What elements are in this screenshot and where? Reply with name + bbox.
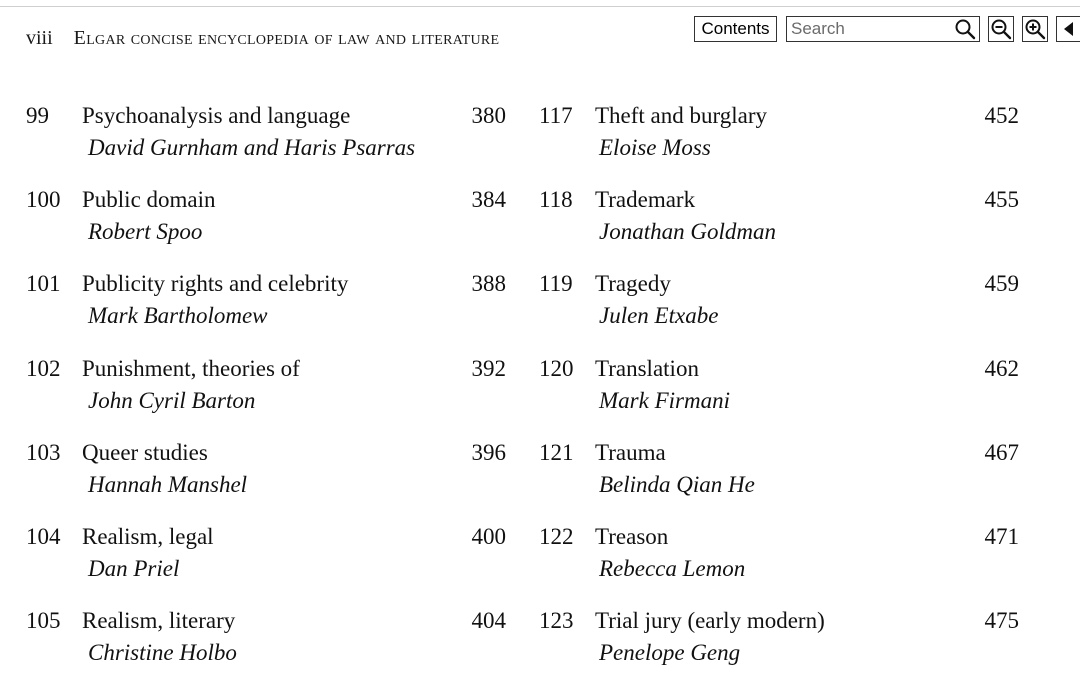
entry-title: Psychoanalysis and language <box>82 103 351 128</box>
page-folio: viii <box>26 27 53 49</box>
entry-page: 455 <box>984 187 1019 212</box>
zoom-in-icon <box>1024 18 1046 40</box>
previous-page-icon <box>1058 18 1080 40</box>
entry-title: Punishment, theories of <box>82 356 300 381</box>
entry-page: 392 <box>471 356 506 381</box>
entry-number: 117 <box>539 103 573 128</box>
entry-page: 400 <box>471 524 506 549</box>
entry-title: Trial jury (early modern) <box>595 608 825 633</box>
entry-page: 388 <box>471 271 506 296</box>
entry-page: 404 <box>471 608 506 633</box>
entry-title: Treason <box>595 524 669 549</box>
entry-title: Theft and burglary <box>595 103 768 128</box>
entry-page: 471 <box>984 524 1019 549</box>
entry-author: Hannah Manshel <box>88 472 248 497</box>
entry-author: Penelope Geng <box>599 640 741 665</box>
entry-page: 384 <box>471 187 506 212</box>
entry-author: Dan Priel <box>88 556 180 581</box>
entry-page: 475 <box>984 608 1019 633</box>
entry-page: 467 <box>984 440 1019 465</box>
search-input[interactable] <box>789 18 953 40</box>
entry-title: Translation <box>595 356 699 381</box>
entry-author: Mark Firmani <box>599 388 730 413</box>
entry-number: 122 <box>539 524 574 549</box>
entry-title: Public domain <box>82 187 216 212</box>
running-head <box>26 27 499 50</box>
entry-title: Queer studies <box>82 440 208 465</box>
zoom-out-button[interactable] <box>988 16 1014 42</box>
entry-author: Christine Holbo <box>88 640 237 665</box>
entry-title: Trauma <box>595 440 666 465</box>
book-title: Elgar concise encyclopedia of law and literature <box>73 27 500 49</box>
entry-author: Julen Etxabe <box>599 303 719 328</box>
entry-number: 123 <box>539 608 574 633</box>
entry-number: 120 <box>539 356 574 381</box>
entry-number: 103 <box>26 440 61 465</box>
entry-number: 100 <box>26 187 61 212</box>
entry-number: 118 <box>539 187 573 212</box>
entry-number: 119 <box>539 271 573 296</box>
entry-title: Publicity rights and celebrity <box>82 271 349 296</box>
contents-button[interactable]: Contents <box>694 16 777 42</box>
entry-author: Mark Bartholomew <box>88 303 268 328</box>
entry-title: Realism, legal <box>82 524 214 549</box>
search-icon[interactable] <box>954 18 976 40</box>
entry-number: 105 <box>26 608 61 633</box>
entry-number: 99 <box>26 103 49 128</box>
entry-author: Robert Spoo <box>88 219 203 244</box>
entry-page: 459 <box>984 271 1019 296</box>
search-box <box>786 16 980 42</box>
zoom-in-button[interactable] <box>1022 16 1048 42</box>
entry-author: Eloise Moss <box>599 135 711 160</box>
entry-author: Jonathan Goldman <box>599 219 776 244</box>
entry-author: David Gurnham and Haris Psarras <box>88 135 416 160</box>
previous-page-button[interactable] <box>1056 16 1080 42</box>
entry-title: Trademark <box>595 187 696 212</box>
entry-author: John Cyril Barton <box>88 388 256 413</box>
entry-author: Belinda Qian He <box>599 472 755 497</box>
entry-number: 121 <box>539 440 574 465</box>
entry-number: 101 <box>26 271 61 296</box>
entry-number: 102 <box>26 356 61 381</box>
entry-title: Realism, literary <box>82 608 236 633</box>
entry-page: 380 <box>471 103 506 128</box>
entry-title: Tragedy <box>595 271 671 296</box>
entry-author: Rebecca Lemon <box>599 556 746 581</box>
entry-page: 462 <box>984 356 1019 381</box>
zoom-out-icon <box>990 18 1012 40</box>
entry-page: 452 <box>984 103 1019 128</box>
top-divider <box>0 6 1080 7</box>
entry-page: 396 <box>471 440 506 465</box>
entry-number: 104 <box>26 524 61 549</box>
